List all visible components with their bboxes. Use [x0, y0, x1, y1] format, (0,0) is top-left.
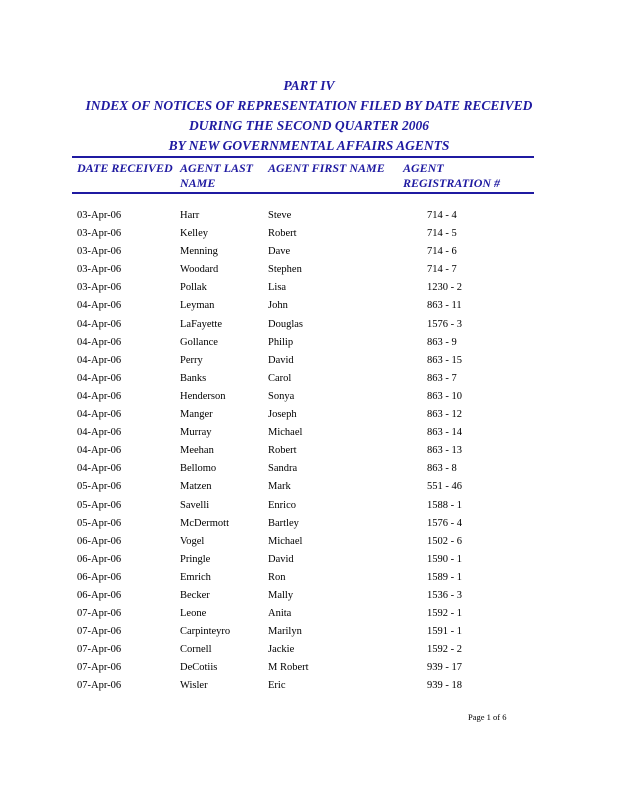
cell-registration: 863 - 8	[427, 463, 457, 475]
title-agents: BY NEW GOVERNMENTAL AFFAIRS AGENTS	[168, 138, 450, 153]
table-row	[0, 569, 618, 587]
cell-registration: 863 - 13	[427, 445, 462, 457]
cell-last-name: Manger	[180, 409, 213, 421]
cell-registration: 1536 - 3	[427, 589, 462, 601]
table-row	[0, 551, 618, 569]
table-row	[0, 641, 618, 659]
cell-date: 04-Apr-06	[77, 445, 122, 457]
cell-registration: 714 - 6	[427, 246, 457, 258]
cell-first-name: Marilyn	[268, 626, 302, 638]
cell-date: 04-Apr-06	[77, 409, 122, 421]
table-row	[0, 533, 618, 551]
table-row	[0, 370, 618, 388]
table-row	[0, 677, 618, 695]
table-row	[0, 460, 618, 478]
header-rule-top	[72, 156, 534, 158]
cell-date: 03-Apr-06	[77, 282, 122, 294]
title-index: INDEX OF NOTICES OF REPRESENTATION FILED BY DATE RECEIVED	[85, 98, 533, 113]
table-row	[0, 261, 618, 279]
cell-first-name: Sonya	[268, 390, 295, 402]
cell-last-name: Bellomo	[180, 463, 217, 475]
cell-date: 04-Apr-06	[77, 463, 122, 475]
header-rule-bottom	[72, 192, 534, 194]
cell-last-name: Menning	[180, 246, 218, 258]
cell-date: 07-Apr-06	[77, 608, 122, 620]
cell-date: 04-Apr-06	[77, 427, 122, 439]
cell-date: 04-Apr-06	[77, 372, 122, 384]
cell-last-name: McDermott	[180, 517, 229, 529]
table-row	[0, 424, 618, 442]
cell-registration: 1230 - 2	[427, 282, 462, 294]
cell-last-name: DeCotiis	[180, 662, 218, 674]
table-body	[0, 207, 618, 696]
table-row	[0, 623, 618, 641]
document-title	[0, 76, 618, 156]
cell-registration: 551 - 46	[427, 481, 462, 493]
cell-date: 06-Apr-06	[77, 589, 122, 601]
table-row	[0, 497, 618, 515]
cell-registration: 863 - 7	[427, 372, 457, 384]
cell-date: 05-Apr-06	[77, 481, 122, 493]
cell-first-name: John	[268, 300, 288, 312]
cell-last-name: Vogel	[180, 535, 205, 547]
table-row	[0, 334, 618, 352]
cell-date: 07-Apr-06	[77, 662, 122, 674]
cell-last-name: Banks	[180, 372, 207, 384]
cell-last-name: Henderson	[180, 390, 226, 402]
cell-registration: 863 - 14	[427, 427, 462, 439]
cell-last-name: Woodard	[180, 264, 219, 276]
column-header-first-name	[268, 161, 398, 176]
cell-date: 06-Apr-06	[77, 535, 122, 547]
cell-last-name: Pringle	[180, 553, 211, 565]
cell-registration: 714 - 5	[427, 228, 457, 240]
column-header-reg-line1: AGENT	[403, 161, 444, 175]
table-row	[0, 316, 618, 334]
table-row	[0, 352, 618, 370]
table-row	[0, 605, 618, 623]
cell-first-name: Robert	[268, 445, 297, 457]
cell-first-name: Joseph	[268, 409, 297, 421]
cell-date: 05-Apr-06	[77, 499, 122, 511]
cell-date: 03-Apr-06	[77, 210, 122, 221]
cell-registration: 939 - 18	[427, 680, 462, 692]
cell-last-name: Savelli	[180, 499, 210, 511]
cell-first-name: Dave	[268, 246, 291, 258]
cell-registration: 714 - 4	[427, 210, 457, 221]
cell-last-name: Perry	[180, 354, 203, 366]
cell-date: 07-Apr-06	[77, 680, 122, 692]
cell-date: 03-Apr-06	[77, 246, 122, 258]
cell-last-name: Leyman	[180, 300, 215, 312]
cell-first-name: Mark	[268, 481, 291, 493]
cell-first-name: M Robert	[268, 662, 309, 674]
cell-date: 06-Apr-06	[77, 553, 122, 565]
cell-first-name: David	[268, 354, 294, 366]
cell-registration: 863 - 10	[427, 390, 462, 402]
cell-first-name: Mally	[268, 589, 294, 601]
cell-registration: 1502 - 6	[427, 535, 462, 547]
cell-date: 05-Apr-06	[77, 517, 122, 529]
cell-first-name: Jackie	[268, 644, 295, 656]
table-row	[0, 243, 618, 261]
cell-last-name: Kelley	[180, 228, 208, 240]
cell-first-name: Carol	[268, 372, 292, 384]
cell-registration: 1589 - 1	[427, 571, 462, 583]
cell-registration: 1588 - 1	[427, 499, 462, 511]
cell-first-name: Philip	[268, 336, 294, 348]
table-row	[0, 279, 618, 297]
cell-first-name: Sandra	[268, 463, 298, 475]
cell-registration: 863 - 15	[427, 354, 462, 366]
table-row	[0, 587, 618, 605]
cell-first-name: David	[268, 553, 294, 565]
cell-first-name: Stephen	[268, 264, 302, 276]
column-header-last-line2: NAME	[180, 176, 216, 190]
cell-registration: 1592 - 1	[427, 608, 462, 620]
cell-first-name: Eric	[268, 680, 286, 692]
cell-first-name: Michael	[268, 535, 303, 547]
cell-date: 06-Apr-06	[77, 571, 122, 583]
cell-date: 04-Apr-06	[77, 336, 122, 348]
cell-registration: 939 - 17	[427, 662, 462, 674]
cell-registration: 714 - 7	[427, 264, 457, 276]
cell-first-name: Anita	[268, 608, 292, 620]
cell-last-name: Matzen	[180, 481, 212, 493]
cell-last-name: Emrich	[180, 571, 211, 583]
table-row	[0, 297, 618, 315]
cell-last-name: Wisler	[180, 680, 208, 692]
column-header-first-label: AGENT FIRST NAME	[268, 161, 385, 175]
cell-last-name: Meehan	[180, 445, 214, 457]
cell-registration: 863 - 11	[427, 300, 462, 312]
cell-registration: 1576 - 3	[427, 318, 462, 330]
table-row	[0, 406, 618, 424]
cell-last-name: Harr	[180, 210, 200, 221]
cell-first-name: Michael	[268, 427, 303, 439]
cell-first-name: Bartley	[268, 517, 299, 529]
cell-last-name: Leone	[180, 608, 207, 620]
cell-first-name: Ron	[268, 571, 286, 583]
cell-date: 04-Apr-06	[77, 390, 122, 402]
cell-registration: 1590 - 1	[427, 553, 462, 565]
table-row	[0, 515, 618, 533]
cell-last-name: LaFayette	[180, 318, 222, 330]
column-header-reg-line2: REGISTRATION #	[403, 176, 501, 190]
page-number: Page 1 of 6	[468, 712, 507, 722]
cell-registration: 1576 - 4	[427, 517, 462, 529]
cell-registration: 863 - 9	[427, 336, 457, 348]
cell-date: 07-Apr-06	[77, 626, 122, 638]
cell-registration: 1591 - 1	[427, 626, 462, 638]
column-header-date	[77, 161, 177, 176]
cell-last-name: Pollak	[180, 282, 207, 294]
cell-date: 03-Apr-06	[77, 264, 122, 276]
column-header-last-line1: AGENT LAST	[180, 161, 254, 175]
column-header-date-label: DATE RECEIVED	[77, 161, 173, 175]
cell-date: 04-Apr-06	[77, 318, 122, 330]
title-part: PART IV	[283, 78, 335, 93]
table-row	[0, 388, 618, 406]
column-header-last-name	[180, 161, 260, 191]
title-quarter: DURING THE SECOND QUARTER 2006	[188, 118, 430, 133]
cell-date: 07-Apr-06	[77, 644, 122, 656]
table-row	[0, 659, 618, 677]
cell-date: 04-Apr-06	[77, 354, 122, 366]
cell-registration: 863 - 12	[427, 409, 462, 421]
column-header-registration	[403, 161, 523, 191]
cell-last-name: Murray	[180, 427, 212, 439]
cell-registration: 1592 - 2	[427, 644, 462, 656]
cell-last-name: Carpinteyro	[180, 626, 231, 638]
cell-date: 03-Apr-06	[77, 228, 122, 240]
cell-last-name: Becker	[180, 589, 210, 601]
cell-first-name: Lisa	[268, 282, 287, 294]
table-row	[0, 225, 618, 243]
table-row	[0, 478, 618, 496]
cell-first-name: Steve	[268, 210, 292, 221]
cell-last-name: Cornell	[180, 644, 212, 656]
cell-first-name: Robert	[268, 228, 297, 240]
cell-first-name: Enrico	[268, 499, 296, 511]
cell-date: 04-Apr-06	[77, 300, 122, 312]
table-row	[0, 207, 618, 225]
table-row	[0, 442, 618, 460]
cell-last-name: Gollance	[180, 336, 218, 348]
cell-first-name: Douglas	[268, 318, 303, 330]
